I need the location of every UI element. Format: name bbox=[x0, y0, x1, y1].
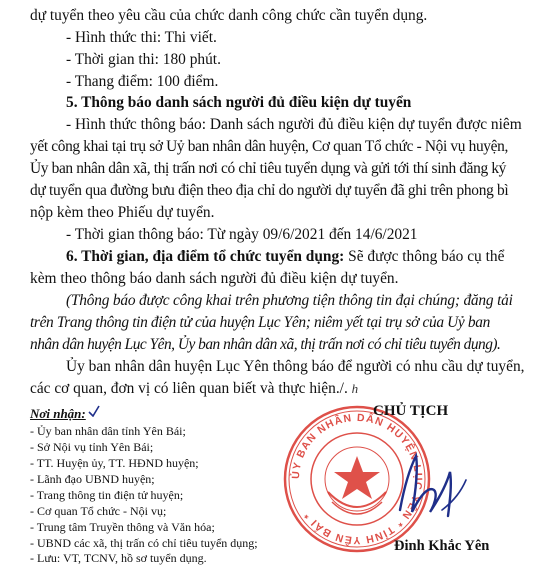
recipient-item: - Trung tâm Truyền thông và Văn hóa; bbox=[30, 520, 215, 534]
text-line bbox=[30, 379, 358, 399]
check-mark-icon bbox=[88, 405, 100, 417]
text-line: - Hình thức thi: Thi viết. bbox=[66, 29, 217, 46]
recipient-item: - Lãnh đạo UBND huyện; bbox=[30, 472, 155, 486]
recipient-item: - Ủy ban nhân dân tỉnh Yên Bái; bbox=[30, 424, 186, 438]
text-line: Ủy ban nhân dân xã, thị trấn nơi có chỉ tiêu tuyển dụng và gửi tới thí sinh đăng ký bbox=[30, 160, 507, 177]
recipient-item: - UBND các xã, thị trấn có chỉ tiêu tuyển dụng; bbox=[30, 536, 258, 550]
recipient-item: - TT. Huyện ủy, TT. HĐND huyện; bbox=[30, 456, 199, 470]
section-heading: 6. Thời gian, địa điểm tổ chức tuyển dụng: bbox=[66, 248, 345, 265]
text-line: dự tuyển theo yêu cầu của chức danh công chức cần tuyển dụng. bbox=[30, 7, 428, 24]
section-heading: 5. Thông báo danh sách người đủ điều kiện dự tuyển bbox=[66, 94, 412, 111]
recipient-item: - Sở Nội vụ tỉnh Yên Bái; bbox=[30, 440, 154, 454]
initial-mark: h bbox=[351, 381, 359, 396]
recipient-item: - Trang thông tin điện tử huyện; bbox=[30, 488, 184, 502]
text-line: - Thời gian thi: 180 phút. bbox=[66, 51, 221, 68]
signer-position: CHỦ TỊCH bbox=[373, 403, 449, 419]
text-line: Ủy ban nhân dân huyện Lục Yên thông báo để người có nhu cầu dự tuyển, bbox=[66, 358, 525, 375]
recipients-title: Nơi nhận: bbox=[30, 406, 86, 421]
note-line: nhân dân huyện Lục Yên, Ủy ban nhân dân xã, thị trấn nơi có chỉ tiêu tuyển dụng). bbox=[30, 336, 501, 353]
signer-name: Đinh Khắc Yên bbox=[394, 538, 490, 554]
text-line: kèm theo thông báo danh sách người đủ điều kiện dự tuyển. bbox=[30, 270, 399, 287]
text-line: dự tuyển qua đường bưu điện theo địa chỉ do người dự tuyển đã ghi trên phong bì bbox=[30, 182, 509, 199]
note-line: (Thông báo được công khai trên phương tiện thông tin đại chúng; đăng tải bbox=[66, 292, 513, 309]
text-line: - Thang điểm: 100 điểm. bbox=[66, 73, 219, 90]
svg-text:ỦY BAN NHÂN DÂN HUYỆN LỤC YÊN: ỦY BAN NHÂN DÂN HUYỆN LỤC YÊN * TỈNH YÊN BÁI * bbox=[289, 411, 425, 547]
text-line bbox=[66, 247, 504, 267]
recipient-item: - Cơ quan Tổ chức - Nội vụ; bbox=[30, 504, 167, 518]
text-line: - Thời gian thông báo: Từ ngày 09/6/2021 đến 14/6/2021 bbox=[66, 226, 418, 243]
recipient-item: - Lưu: VT, TCNV, hồ sơ tuyển dụng. bbox=[30, 551, 207, 565]
text-fragment: các cơ quan, đơn vị có liên quan biết và thực hiện./. bbox=[30, 380, 348, 397]
text-line: yết công khai tại trụ sở Uỷ ban nhân dân huyện, Cơ quan Tổ chức - Nội vụ huyện, bbox=[30, 138, 508, 155]
text-line: nộp kèm theo Phiếu dự tuyển. bbox=[30, 204, 215, 221]
text-line: - Hình thức thông báo: Danh sách người đủ điều kiện dự tuyển được niêm bbox=[66, 116, 522, 133]
text-fragment: Sẽ được thông báo cụ thể bbox=[344, 248, 505, 265]
handwritten-signature-icon bbox=[390, 450, 470, 520]
note-line: trên Trang thông tin điện tử của huyện Lục Yên; niêm yết tại trụ sở của Uỷ ban bbox=[30, 314, 490, 331]
